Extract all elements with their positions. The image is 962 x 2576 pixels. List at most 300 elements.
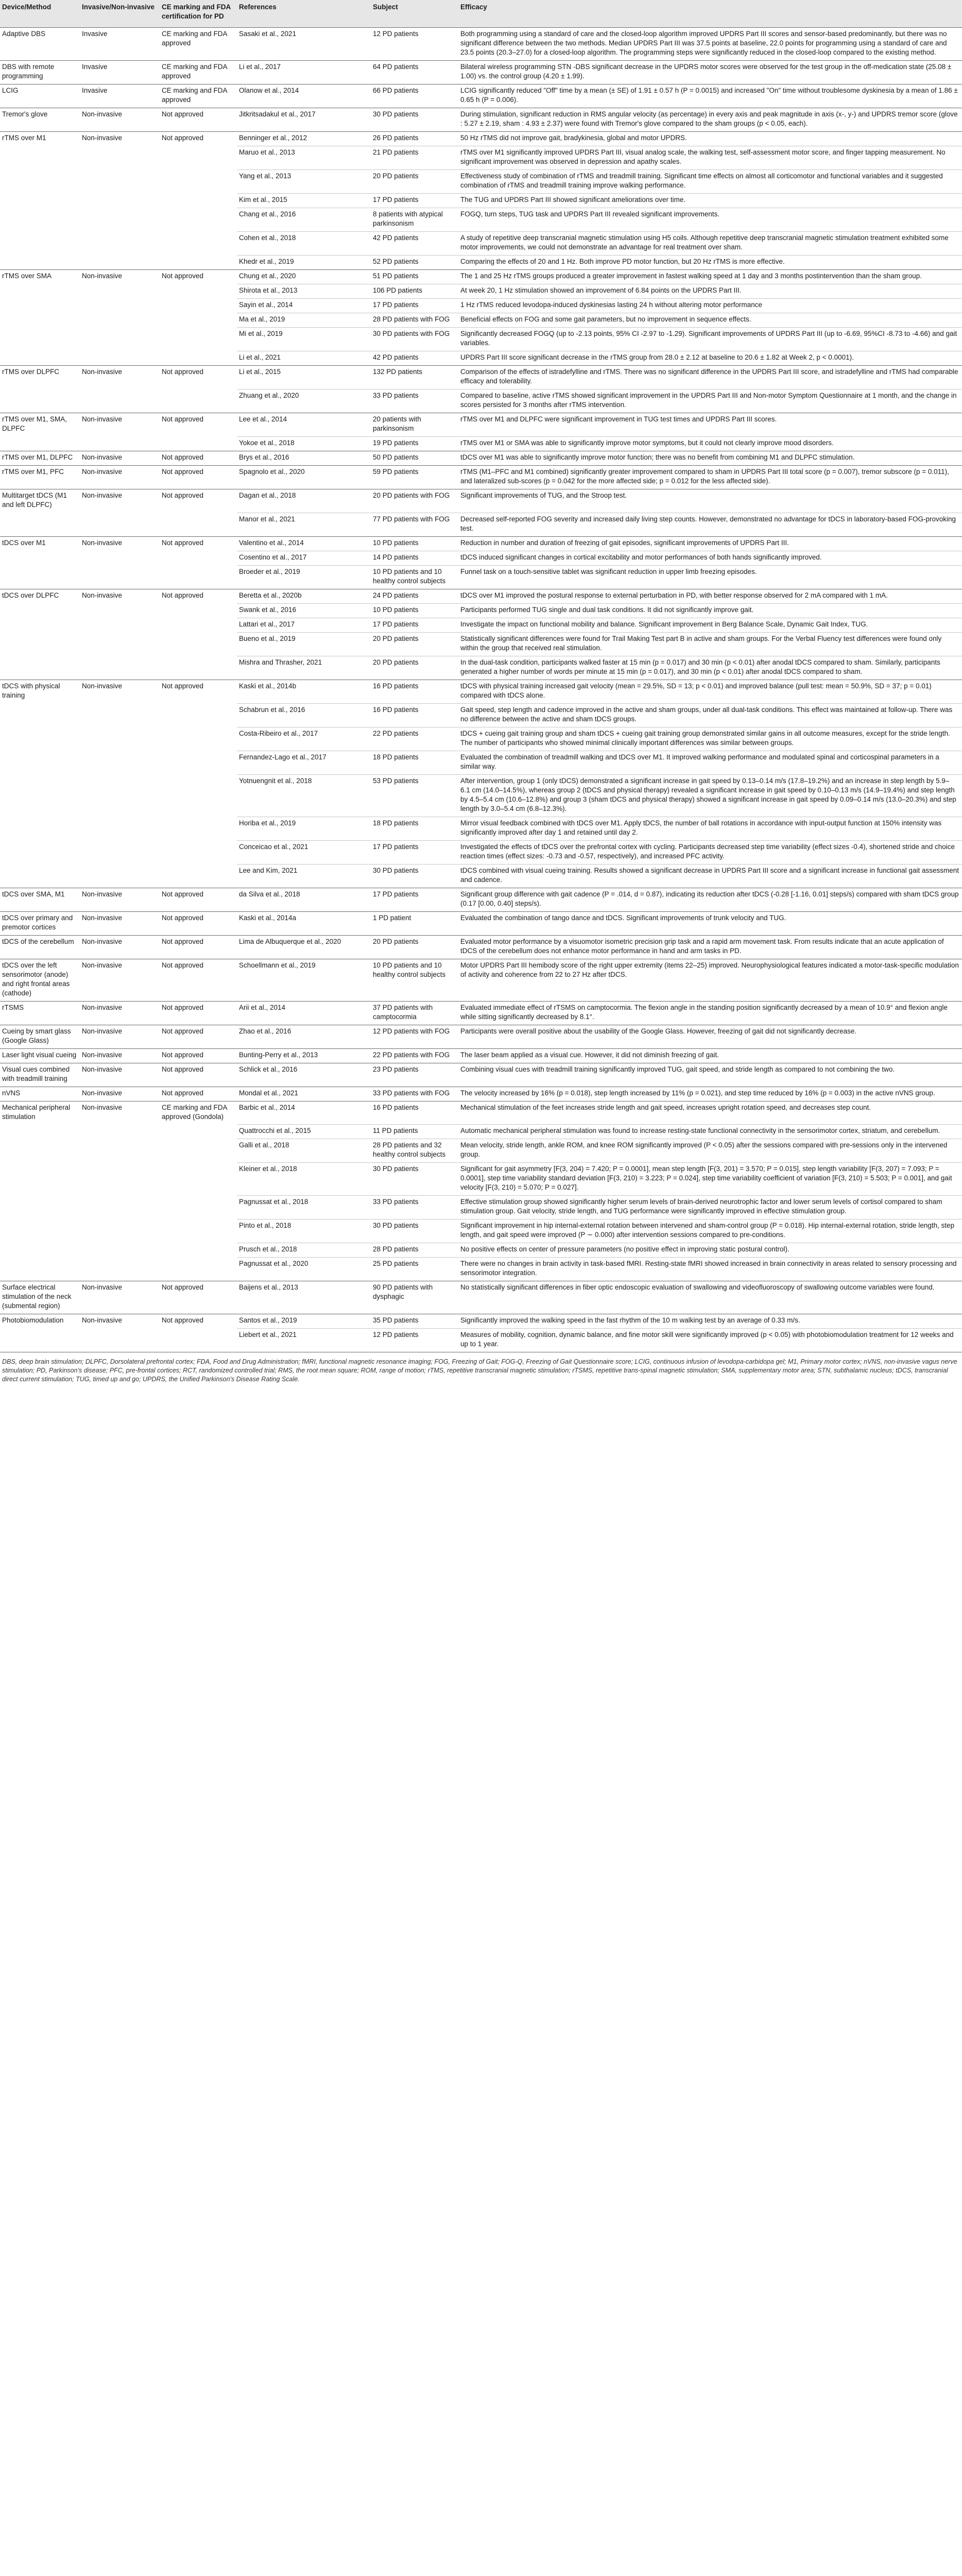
invasive-cell bbox=[80, 313, 160, 328]
reference-cell: Quattrocchi et al., 2015 bbox=[237, 1125, 371, 1139]
efficacy-cell: No positive effects on center of pressure parameters (no positive effect in improving static postural control). bbox=[458, 1243, 962, 1258]
reference-cell: Conceicao et al., 2021 bbox=[237, 840, 371, 864]
certification-cell: Not approved bbox=[160, 413, 237, 437]
certification-cell bbox=[160, 1163, 237, 1196]
efficacy-cell: LCIG significantly reduced "Off" time by a mean (± SE) of 1.91 ± 0.57 h (P = 0.0015) and increased "On" time without troublesome dyskinesia by a mean of 1.86 ± 0.65 h (P = 0.006). bbox=[458, 84, 962, 108]
device-method-cell bbox=[0, 299, 80, 313]
table-row bbox=[0, 1048, 962, 1063]
certification-cell bbox=[160, 256, 237, 270]
invasive-cell bbox=[80, 328, 160, 351]
subject-cell: 16 PD patients bbox=[371, 680, 458, 703]
invasive-cell bbox=[80, 389, 160, 413]
subject-cell: 10 PD patients bbox=[371, 536, 458, 551]
subject-cell: 35 PD patients bbox=[371, 1314, 458, 1329]
device-method-cell bbox=[0, 389, 80, 413]
invasive-cell bbox=[80, 437, 160, 451]
reference-cell: Sayin et al., 2014 bbox=[237, 299, 371, 313]
subject-cell: 33 PD patients with FOG bbox=[371, 1087, 458, 1101]
subject-cell: 20 PD patients bbox=[371, 170, 458, 194]
table-row bbox=[0, 489, 962, 513]
efficacy-cell: Significant group difference with gait cadence (P = .014, d = 0.87), indicating its reduction after tDCS (-0.28 [-1.16, 0.01] steps/s) compared with sham tDCS group (0.17 [0.00, 0.40] steps/s). bbox=[458, 888, 962, 911]
efficacy-cell: tDCS with physical training increased gait velocity (mean = 29.5%, SD = 13; p < 0.01) and improved balance (pull test: mean = 50.9%, SD = 37; p = 0.01) compared with tDCS alone. bbox=[458, 680, 962, 703]
certification-cell: Not approved bbox=[160, 911, 237, 935]
efficacy-cell: Statistically significant differences were found for Trail Making Test part B in active and sham groups. For the Verbal Fluency test differences were found only within the group that received real stimulation. bbox=[458, 632, 962, 656]
device-method-cell bbox=[0, 1196, 80, 1219]
reference-cell: Lima de Albuquerque et al., 2020 bbox=[237, 935, 371, 959]
table-row bbox=[0, 466, 962, 489]
reference-cell: Cosentino et al., 2017 bbox=[237, 551, 371, 565]
table-row bbox=[0, 727, 962, 751]
certification-cell: Not approved bbox=[160, 466, 237, 489]
efficacy-cell: rTMS (M1–PFC and M1 combined) significantly greater improvement compared to sham in UPDRS Part III total score (p = 0.007), tremor subscore (p = 0.011), and lateralized sub-scores (p = 0.042 for the more affected side; p = 0.012 for the less affected side). bbox=[458, 466, 962, 489]
reference-cell: Jitkritsadakul et al., 2017 bbox=[237, 108, 371, 132]
subject-cell: 10 PD patients and 10 healthy control subjects bbox=[371, 565, 458, 589]
subject-cell: 37 PD patients with camptocormia bbox=[371, 1001, 458, 1025]
invasive-cell: Non-invasive bbox=[80, 1025, 160, 1048]
device-method-cell bbox=[0, 727, 80, 751]
table-row bbox=[0, 888, 962, 911]
subject-cell: 17 PD patients bbox=[371, 194, 458, 208]
efficacy-cell: Effective stimulation group showed significantly higher serum levels of brain-derived neurotrophic factor and lower serum levels of cortisol compared to sham stimulation group. Gait velocity, stride length, and TUG performance were significantly improved in effective stimulation group. bbox=[458, 1196, 962, 1219]
invasive-cell bbox=[80, 1163, 160, 1196]
reference-cell: Schabrun et al., 2016 bbox=[237, 703, 371, 727]
table-row bbox=[0, 551, 962, 565]
certification-cell bbox=[160, 328, 237, 351]
reference-cell: Schlick et al., 2016 bbox=[237, 1063, 371, 1087]
table-row bbox=[0, 1063, 962, 1087]
subject-cell: 28 PD patients bbox=[371, 1243, 458, 1258]
reference-cell: Shirota et al., 2013 bbox=[237, 284, 371, 299]
certification-cell bbox=[160, 437, 237, 451]
invasive-cell bbox=[80, 232, 160, 256]
certification-cell: Not approved bbox=[160, 132, 237, 146]
device-method-cell: rTMS over M1, SMA, DLPFC bbox=[0, 413, 80, 437]
reference-cell: Lattari et al., 2017 bbox=[237, 618, 371, 632]
reference-cell: Chung et al., 2020 bbox=[237, 270, 371, 284]
invasive-cell bbox=[80, 864, 160, 888]
invasive-cell bbox=[80, 1219, 160, 1243]
device-method-cell bbox=[0, 817, 80, 840]
reference-cell: Yotnuengnit et al., 2018 bbox=[237, 774, 371, 817]
reference-cell: Santos et al., 2019 bbox=[237, 1314, 371, 1329]
certification-cell: Not approved bbox=[160, 1087, 237, 1101]
invasive-cell bbox=[80, 817, 160, 840]
efficacy-cell: Decreased self-reported FOG severity and increased daily living step counts. However, demonstrated no advantage for tDCS in laboratory-based FOG-provoking test. bbox=[458, 513, 962, 536]
device-method-cell: rTMS over M1, DLPFC bbox=[0, 451, 80, 466]
table-row bbox=[0, 208, 962, 232]
invasive-cell bbox=[80, 1139, 160, 1163]
efficacy-cell: Mean velocity, stride length, ankle ROM, and knee ROM significantly improved (P < 0.05) after the sessions compared with pre-sessions only in the intervened group. bbox=[458, 1139, 962, 1163]
reference-cell: Kaski et al., 2014b bbox=[237, 680, 371, 703]
certification-cell: Not approved bbox=[160, 489, 237, 513]
invasive-cell bbox=[80, 284, 160, 299]
certification-cell bbox=[160, 284, 237, 299]
certification-cell bbox=[160, 632, 237, 656]
reference-cell: Liebert et al., 2021 bbox=[237, 1329, 371, 1352]
table-row bbox=[0, 1281, 962, 1314]
efficacy-cell: Evaluated immediate effect of rTSMS on camptocormia. The flexion angle in the standing position significantly decreased by a mean of 10.9° and flexion angle while sitting significantly decreased by 8.1°. bbox=[458, 1001, 962, 1025]
device-method-cell bbox=[0, 703, 80, 727]
subject-cell: 1 PD patient bbox=[371, 911, 458, 935]
invasive-cell: Non-invasive bbox=[80, 466, 160, 489]
reference-cell: Schoellmann et al., 2019 bbox=[237, 959, 371, 1001]
invasive-cell: Non-invasive bbox=[80, 108, 160, 132]
subject-cell: 20 PD patients bbox=[371, 935, 458, 959]
certification-cell: Not approved bbox=[160, 1314, 237, 1329]
invasive-cell bbox=[80, 565, 160, 589]
table-row bbox=[0, 351, 962, 366]
invasive-cell bbox=[80, 146, 160, 170]
table-row bbox=[0, 366, 962, 389]
reference-cell: Barbic et al., 2014 bbox=[237, 1101, 371, 1125]
efficacy-cell: Motor UPDRS Part III hemibody score of the right upper extremity (items 22–25) improved. Neurophysiological features indicated a motor-task-specific modulation of activity and coherence from 22 to 27 Hz after tDCS. bbox=[458, 959, 962, 1001]
device-method-cell: tDCS over DLPFC bbox=[0, 589, 80, 603]
table-row bbox=[0, 1219, 962, 1243]
reference-cell: Li et al., 2015 bbox=[237, 366, 371, 389]
subject-cell: 28 PD patients with FOG bbox=[371, 313, 458, 328]
subject-cell: 10 PD patients bbox=[371, 603, 458, 618]
invasive-cell bbox=[80, 1329, 160, 1352]
efficacy-cell: Investigate the impact on functional mobility and balance. Significant improvement in Berg Balance Scale, Dynamic Gait Index, TUG. bbox=[458, 618, 962, 632]
efficacy-cell: Bilateral wireless programming STN -DBS significant decrease in the UPDRS motor scores were observed for the test group in the off-medication state (25.08 ± 1.00) vs. the control group (4.20 ± 1.99). bbox=[458, 61, 962, 84]
reference-cell: Prusch et al., 2018 bbox=[237, 1243, 371, 1258]
subject-cell: 30 PD patients with FOG bbox=[371, 328, 458, 351]
reference-cell: Yang et al., 2013 bbox=[237, 170, 371, 194]
reference-cell: Spagnolo et al., 2020 bbox=[237, 466, 371, 489]
device-method-cell bbox=[0, 1219, 80, 1243]
table-row bbox=[0, 256, 962, 270]
invasive-cell: Invasive bbox=[80, 28, 160, 61]
efficacy-cell: rTMS over M1 or SMA was able to significantly improve motor symptoms, but it could not clearly improve mood disorders. bbox=[458, 437, 962, 451]
reference-cell: Valentino et al., 2014 bbox=[237, 536, 371, 551]
invasive-cell: Non-invasive bbox=[80, 132, 160, 146]
device-method-cell bbox=[0, 565, 80, 589]
certification-cell: Not approved bbox=[160, 888, 237, 911]
reference-cell: Brys et al., 2016 bbox=[237, 451, 371, 466]
subject-cell: 20 PD patients bbox=[371, 632, 458, 656]
header-device-method: Device/Method bbox=[0, 0, 80, 28]
subject-cell: 59 PD patients bbox=[371, 466, 458, 489]
table-row bbox=[0, 1163, 962, 1196]
table-row bbox=[0, 313, 962, 328]
invasive-cell bbox=[80, 727, 160, 751]
table-row bbox=[0, 413, 962, 437]
certification-cell bbox=[160, 208, 237, 232]
reference-cell: Khedr et al., 2019 bbox=[237, 256, 371, 270]
device-method-cell bbox=[0, 208, 80, 232]
table-row bbox=[0, 232, 962, 256]
efficacy-cell: Mirror visual feedback combined with tDCS over M1. Apply tDCS, the number of ball rotations in accordance with input-output function at 150% intensity was significantly improved after day 1 and retained until day 2. bbox=[458, 817, 962, 840]
table-row bbox=[0, 1001, 962, 1025]
certification-cell bbox=[160, 1219, 237, 1243]
reference-cell: Fernandez-Lago et al., 2017 bbox=[237, 751, 371, 774]
efficacy-cell: Participants performed TUG single and dual task conditions. It did not significantly improve gait. bbox=[458, 603, 962, 618]
certification-cell: Not approved bbox=[160, 451, 237, 466]
subject-cell: 17 PD patients bbox=[371, 299, 458, 313]
subject-cell: 12 PD patients bbox=[371, 1329, 458, 1352]
device-method-cell bbox=[0, 284, 80, 299]
invasive-cell bbox=[80, 632, 160, 656]
device-method-cell: tDCS with physical training bbox=[0, 680, 80, 703]
table-row bbox=[0, 28, 962, 61]
device-method-cell: Cueing by smart glass (Google Glass) bbox=[0, 1025, 80, 1048]
device-method-cell bbox=[0, 1243, 80, 1258]
table-row bbox=[0, 170, 962, 194]
reference-cell: Pinto et al., 2018 bbox=[237, 1219, 371, 1243]
subject-cell: 90 PD patients with dysphagic bbox=[371, 1281, 458, 1314]
reference-cell: Chang et al., 2016 bbox=[237, 208, 371, 232]
table-row bbox=[0, 751, 962, 774]
subject-cell: 23 PD patients bbox=[371, 1063, 458, 1087]
efficacy-cell: Reduction in number and duration of freezing of gait episodes, significant improvements of UPDRS Part III. bbox=[458, 536, 962, 551]
subject-cell: 19 PD patients bbox=[371, 437, 458, 451]
certification-cell: Not approved bbox=[160, 589, 237, 603]
subject-cell: 50 PD patients bbox=[371, 451, 458, 466]
subject-cell: 66 PD patients bbox=[371, 84, 458, 108]
invasive-cell bbox=[80, 351, 160, 366]
subject-cell: 17 PD patients bbox=[371, 618, 458, 632]
subject-cell: 22 PD patients with FOG bbox=[371, 1048, 458, 1063]
certification-cell bbox=[160, 774, 237, 817]
certification-cell: CE marking and FDA approved bbox=[160, 84, 237, 108]
table-row bbox=[0, 840, 962, 864]
invasive-cell bbox=[80, 551, 160, 565]
efficacy-cell: Comparing the effects of 20 and 1 Hz. Both improve PD motor function, but 20 Hz rTMS is more effective. bbox=[458, 256, 962, 270]
device-method-cell bbox=[0, 1258, 80, 1281]
efficacy-cell: No statistically significant differences in fiber optic endoscopic evaluation of swallowing and videofluoroscopy of swallowing outcome variables were found. bbox=[458, 1281, 962, 1314]
certification-cell: Not approved bbox=[160, 270, 237, 284]
efficacy-cell: Compared to baseline, active rTMS showed significant improvement in the UPDRS Part III and Non-motor Symptom Questionnaire at 1 month, and the change in scores persisted for 3 months after rTMS intervention. bbox=[458, 389, 962, 413]
invasive-cell bbox=[80, 1243, 160, 1258]
table-row bbox=[0, 328, 962, 351]
device-method-cell: nVNS bbox=[0, 1087, 80, 1101]
table-row bbox=[0, 194, 962, 208]
reference-cell: Pagnussat et al., 2018 bbox=[237, 1196, 371, 1219]
certification-cell bbox=[160, 146, 237, 170]
reference-cell: Broeder et al., 2019 bbox=[237, 565, 371, 589]
subject-cell: 20 patients with parkinsonism bbox=[371, 413, 458, 437]
certification-cell: Not approved bbox=[160, 1281, 237, 1314]
efficacy-cell: Gait speed, step length and cadence improved in the active and sham groups, under all dual-task conditions. This effect was maintained at follow-up. There was no difference between the active and sham tDCS groups. bbox=[458, 703, 962, 727]
invasive-cell bbox=[80, 656, 160, 680]
table-footnote: DBS, deep brain stimulation; DLPFC, Dorsolateral prefrontal cortex; FDA, Food and Drug Administration; fMRI, functional magnetic resonance imaging; FOG, Freezing of Gait; FOG-Q, Freezing of Gait Questionnaire score; LCIG, continuous infusion of levodopa-carbidopa gel; M1, Primary motor cortex; nVNS, non-invasive vagus nerve stimulation; PD, Parkinson's disease; PFC, pre-frontal cortices; RCT, randomized controlled trial; RMS, the root mean square; ROM, range of motion; rTMS, repetitive transcranial magnetic stimulation; rTSMS, repetitive trans-spinal magnetic stimulation; SMA, supplementary motor area; STN, subthalamic nucleus; tDCS, transcranial direct current stimulation; TUG, timed up and go; UPDRS, the Unified Parkinson's Disease Rating Scale. bbox=[2, 1358, 957, 1383]
reference-cell: Mi et al., 2019 bbox=[237, 328, 371, 351]
reference-cell: Li et al., 2021 bbox=[237, 351, 371, 366]
device-method-cell: rTMS over M1 bbox=[0, 132, 80, 146]
reference-cell: Ma et al., 2019 bbox=[237, 313, 371, 328]
device-method-cell: tDCS of the cerebellum bbox=[0, 935, 80, 959]
subject-cell: 42 PD patients bbox=[371, 351, 458, 366]
efficacy-cell: A study of repetitive deep transcranial magnetic stimulation using H5 coils. Although repetitive deep transcranial magnetic stimulation treatment exhibited some motor improvements, we could not demonstrate an advantage for real treatment over sham. bbox=[458, 232, 962, 256]
certification-cell: Not approved bbox=[160, 108, 237, 132]
subject-cell: 33 PD patients bbox=[371, 389, 458, 413]
table-row bbox=[0, 565, 962, 589]
subject-cell: 30 PD patients bbox=[371, 1219, 458, 1243]
invasive-cell: Invasive bbox=[80, 84, 160, 108]
efficacy-cell: Both programming using a standard of care and the closed-loop algorithm improved UPDRS Part III scores and sensor-based predominantly, but there was no significant difference between the two methods. Median UPDRS Part III was 37.5 points at baseline, 22.0 points for programming using a standard of care and 23.5 points (20.3–27.0) for a closed-loop algorithm. The programming steps were significantly reduced in the closed-loop compared to the existing method. bbox=[458, 28, 962, 61]
device-method-cell: Visual cues combined with treadmill training bbox=[0, 1063, 80, 1087]
subject-cell: 42 PD patients bbox=[371, 232, 458, 256]
subject-cell: 24 PD patients bbox=[371, 589, 458, 603]
efficacy-cell: Significant improvements of TUG, and the Stroop test. bbox=[458, 489, 962, 513]
device-method-cell bbox=[0, 551, 80, 565]
certification-cell bbox=[160, 513, 237, 536]
device-method-cell bbox=[0, 603, 80, 618]
device-method-cell bbox=[0, 256, 80, 270]
table-row bbox=[0, 108, 962, 132]
device-method-cell bbox=[0, 1125, 80, 1139]
certification-cell bbox=[160, 1139, 237, 1163]
invasive-cell bbox=[80, 1258, 160, 1281]
header-references: References bbox=[237, 0, 371, 28]
certification-cell bbox=[160, 1329, 237, 1352]
efficacy-cell: The TUG and UPDRS Part III showed significant ameliorations over time. bbox=[458, 194, 962, 208]
reference-cell: Bueno et al., 2019 bbox=[237, 632, 371, 656]
subject-cell: 64 PD patients bbox=[371, 61, 458, 84]
subject-cell: 17 PD patients bbox=[371, 888, 458, 911]
device-method-cell: Surface electrical stimulation of the neck (submental region) bbox=[0, 1281, 80, 1314]
invasive-cell: Non-invasive bbox=[80, 1087, 160, 1101]
table-row bbox=[0, 132, 962, 146]
table-row bbox=[0, 817, 962, 840]
certification-cell bbox=[160, 170, 237, 194]
efficacy-cell: Significantly improved the walking speed in the fast rhythm of the 10 m walking test by an average of 0.33 m/s. bbox=[458, 1314, 962, 1329]
invasive-cell: Non-invasive bbox=[80, 536, 160, 551]
certification-cell bbox=[160, 727, 237, 751]
device-method-cell bbox=[0, 1329, 80, 1352]
certification-cell bbox=[160, 565, 237, 589]
efficacy-cell: Comparison of the effects of istradefylline and rTMS. There was no significant difference in the UPDRS Part III score, and istradefylline and rTMS had comparable efficacy and tolerability. bbox=[458, 366, 962, 389]
device-method-cell bbox=[0, 437, 80, 451]
efficacy-cell: At week 20, 1 Hz stimulation showed an improvement of 6.84 points on the UPDRS Part III. bbox=[458, 284, 962, 299]
device-method-cell: LCIG bbox=[0, 84, 80, 108]
efficacy-cell: The 1 and 25 Hz rTMS groups produced a greater improvement in fastest walking speed at 1 day and 3 months postintervention than the sham group. bbox=[458, 270, 962, 284]
invasive-cell bbox=[80, 840, 160, 864]
device-method-cell bbox=[0, 618, 80, 632]
invasive-cell: Non-invasive bbox=[80, 589, 160, 603]
certification-cell: CE marking and FDA approved bbox=[160, 61, 237, 84]
device-method-cell bbox=[0, 632, 80, 656]
certification-cell: Not approved bbox=[160, 536, 237, 551]
device-method-cell bbox=[0, 1163, 80, 1196]
table-row bbox=[0, 618, 962, 632]
certification-cell bbox=[160, 351, 237, 366]
reference-cell: Cohen et al., 2018 bbox=[237, 232, 371, 256]
efficacy-cell: The laser beam applied as a visual cue. However, it did not diminish freezing of gait. bbox=[458, 1048, 962, 1063]
device-method-cell: rTMS over DLPFC bbox=[0, 366, 80, 389]
certification-cell bbox=[160, 603, 237, 618]
invasive-cell: Non-invasive bbox=[80, 935, 160, 959]
efficacy-cell: rTMS over M1 and DLPFC were significant improvement in TUG test times and UPDRS Part III scores. bbox=[458, 413, 962, 437]
reference-cell: Pagnussat et al., 2020 bbox=[237, 1258, 371, 1281]
table-row bbox=[0, 935, 962, 959]
table-row bbox=[0, 84, 962, 108]
certification-cell bbox=[160, 864, 237, 888]
table-row bbox=[0, 299, 962, 313]
subject-cell: 14 PD patients bbox=[371, 551, 458, 565]
subject-cell: 20 PD patients with FOG bbox=[371, 489, 458, 513]
reference-cell: Manor et al., 2021 bbox=[237, 513, 371, 536]
device-method-cell: Adaptive DBS bbox=[0, 28, 80, 61]
efficacy-cell: Beneficial effects on FOG and some gait parameters, but no improvement in sequence effects. bbox=[458, 313, 962, 328]
certification-cell bbox=[160, 299, 237, 313]
reference-cell: Li et al., 2017 bbox=[237, 61, 371, 84]
efficacy-cell: After intervention, group 1 (only tDCS) demonstrated a significant increase in gait speed by 0.13–0.14 m/s (17.8–19.2%) and an increase in step length by 5.9–6.1 cm (14.0–14.5%), whereas group 2 (tDCS and physical therapy) revealed a significant increase in gait speed by 0.10–0.13 m/s (14.9–19.4%) and step length by 4.5–5.4 cm (10.6–12.8%) and group 3 (sham tDCS and physical therapy) showed a significant increase in gait speed by 0.09–0.14 m/s (13.0–20.3%) and step length by 3.0–5.4 cm (6.8–12.3%). bbox=[458, 774, 962, 817]
reference-cell: Bunting-Perry et al., 2013 bbox=[237, 1048, 371, 1063]
table-row bbox=[0, 911, 962, 935]
subject-cell: 21 PD patients bbox=[371, 146, 458, 170]
invasive-cell: Non-invasive bbox=[80, 451, 160, 466]
table-row bbox=[0, 61, 962, 84]
efficacy-cell: Effectiveness study of combination of rTMS and treadmill training. Significant time effects on almost all corticomotor and functional variables and it suggested combination of rTMS and treadmill training improve walking performance. bbox=[458, 170, 962, 194]
certification-cell bbox=[160, 551, 237, 565]
table-row bbox=[0, 656, 962, 680]
invasive-cell bbox=[80, 703, 160, 727]
reference-cell: Zhao et al., 2016 bbox=[237, 1025, 371, 1048]
table-row bbox=[0, 1139, 962, 1163]
invasive-cell: Non-invasive bbox=[80, 1101, 160, 1125]
invasive-cell: Non-invasive bbox=[80, 489, 160, 513]
reference-cell: Lee et al., 2014 bbox=[237, 413, 371, 437]
table-row bbox=[0, 703, 962, 727]
invasive-cell: Non-invasive bbox=[80, 413, 160, 437]
subject-cell: 28 PD patients and 32 healthy control subjects bbox=[371, 1139, 458, 1163]
reference-cell: Maruo et al., 2013 bbox=[237, 146, 371, 170]
table-row bbox=[0, 632, 962, 656]
efficacy-cell: The velocity increased by 16% (p = 0.018), step length increased by 11% (p = 0.021), and step time reduced by 16% (p = 0.003) in the active nVNS group. bbox=[458, 1087, 962, 1101]
reference-cell: Horiba et al., 2019 bbox=[237, 817, 371, 840]
efficacy-cell: Combining visual cues with treadmill training significantly improved TUG, gait speed, and stride length as compared to not combining the two. bbox=[458, 1063, 962, 1087]
device-method-cell: tDCS over the left sensorimotor (anode) and right frontal areas (cathode) bbox=[0, 959, 80, 1001]
device-method-cell bbox=[0, 146, 80, 170]
device-method-cell bbox=[0, 170, 80, 194]
table-row bbox=[0, 1258, 962, 1281]
table-row bbox=[0, 1329, 962, 1352]
device-method-cell: Photobiomodulation bbox=[0, 1314, 80, 1329]
reference-cell: Olanow et al., 2014 bbox=[237, 84, 371, 108]
reference-cell: Benninger et al., 2012 bbox=[237, 132, 371, 146]
subject-cell: 22 PD patients bbox=[371, 727, 458, 751]
certification-cell bbox=[160, 618, 237, 632]
subject-cell: 25 PD patients bbox=[371, 1258, 458, 1281]
device-method-cell: Multitarget tDCS (M1 and left DLPFC) bbox=[0, 489, 80, 513]
reference-cell: Arii et al., 2014 bbox=[237, 1001, 371, 1025]
header-certification: CE marking and FDA certification for PD bbox=[160, 0, 237, 28]
reference-cell: Mishra and Thrasher, 2021 bbox=[237, 656, 371, 680]
device-method-cell bbox=[0, 864, 80, 888]
reference-cell: Beretta et al., 2020b bbox=[237, 589, 371, 603]
table-row bbox=[0, 1087, 962, 1101]
certification-cell: Not approved bbox=[160, 1063, 237, 1087]
efficacy-cell: Evaluated the combination of tango dance and tDCS. Significant improvements of trunk velocity and TUG. bbox=[458, 911, 962, 935]
table-row bbox=[0, 1243, 962, 1258]
invasive-cell: Invasive bbox=[80, 61, 160, 84]
invasive-cell: Non-invasive bbox=[80, 1063, 160, 1087]
table-row bbox=[0, 437, 962, 451]
table-row bbox=[0, 603, 962, 618]
efficacy-cell: 50 Hz rTMS did not improve gait, bradykinesia, global and motor UPDRS. bbox=[458, 132, 962, 146]
certification-cell: Not approved bbox=[160, 1025, 237, 1048]
certification-cell bbox=[160, 840, 237, 864]
invasive-cell bbox=[80, 194, 160, 208]
table-row bbox=[0, 1101, 962, 1125]
table-row bbox=[0, 680, 962, 703]
reference-cell: Kleiner et al., 2018 bbox=[237, 1163, 371, 1196]
certification-cell: Not approved bbox=[160, 680, 237, 703]
invasive-cell bbox=[80, 299, 160, 313]
certification-cell: Not approved bbox=[160, 1001, 237, 1025]
efficacy-cell: UPDRS Part III score significant decrease in the rTMS group from 28.0 ± 2.12 at baseline to 20.6 ± 1.82 at Week 2, p < 0.0001). bbox=[458, 351, 962, 366]
